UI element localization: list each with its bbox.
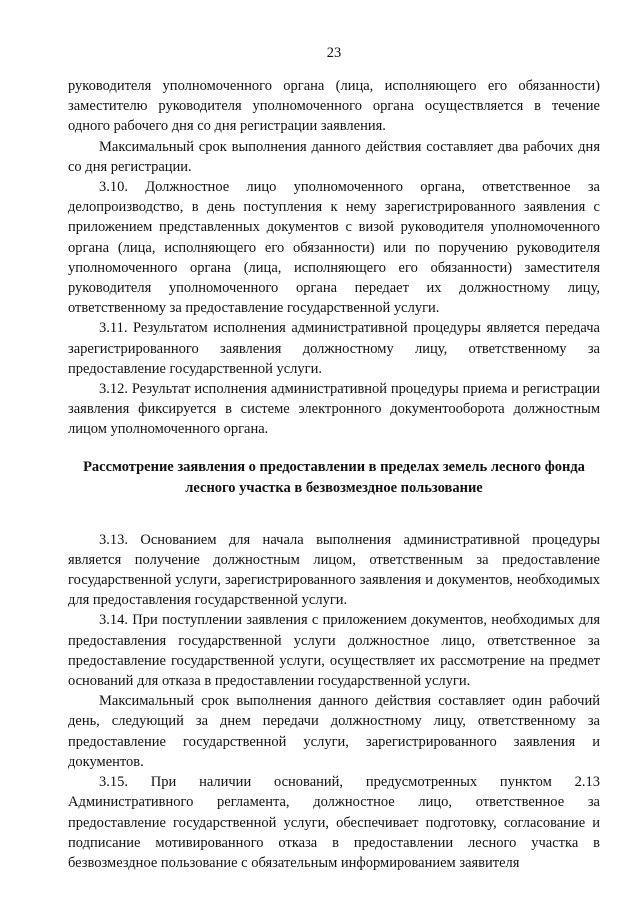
paragraph-3-11: 3.11. Результатом исполнения административной процедуры является передача зарегистрированного заявления должностному лицу, ответственному за предоставление государственной услуги. — [68, 320, 600, 377]
section-heading: Рассмотрение заявления о предоставлении в пределах земель лесного фонда лесного участка в безвозмездное пользование — [83, 458, 585, 496]
paragraph-3-10: 3.10. Должностное лицо уполномоченного органа, ответственное за делопроизводство, в день поступления к нему зарегистрированного заявления с приложением представленных документов с визой руководителя уполномоченного органа (лица, исполняющего его обязанности) или по поручению руководителя уполномоченного органа (лица, исполняющего его обязанности) заместителя руководителя уполномоченного органа передает их должностному лицу, ответственному за предоставление государственной услуги. — [68, 179, 600, 317]
paragraph-3-15: 3.15. При наличии оснований, предусмотренных пунктом 2.13 Административного регламента, должностное лицо, ответственное за предоставление государственной услуги, обеспечивает подготовку, согласование и подписание мотивированного отказа в предоставлении лесного участка в безвозмездное пользование с обязательным информированием заявителя — [68, 774, 600, 871]
section-after-heading — [68, 530, 600, 873]
section-before-heading — [68, 76, 600, 440]
paragraph-3-13: 3.13. Основанием для начала выполнения административной процедуры является получение должностным лицом, ответственным за предоставление государственной услуги, зарегистрированного заявления и документов, необходимых для предоставления государственной услуги. — [68, 531, 600, 609]
page-number: 23 — [326, 45, 342, 61]
paragraph-3-12: 3.12. Результат исполнения административной процедуры приема и регистрации заявления фиксируется в системе электронного документооборота должностным лицом уполномоченного органа. — [68, 381, 600, 438]
paragraph: Максимальный срок выполнения данного действия составляет два рабочих дня со дня регистрации. — [68, 138, 600, 175]
paragraph: руководителя уполномоченного органа (лица, исполняющего его обязанности) заместителю руководителя уполномоченного органа осуществляется в течение одного рабочего дня со дня регистрации заявления. — [68, 78, 600, 135]
paragraph-3-14: 3.14. При поступлении заявления с приложением документов, необходимых для предоставления государственной услуги должностное лицо, ответственное за предоставление государственной услуги, осуществляет их рассмотрение на предмет оснований для отказа в предоставлении государственной услуги. — [68, 612, 600, 690]
paragraph: Максимальный срок выполнения данного действия составляет один рабочий день, следующий за днем передачи должностному лицу, ответственному за предоставление государственной услуги, зарегистрированного заявления и документов. — [68, 693, 600, 770]
